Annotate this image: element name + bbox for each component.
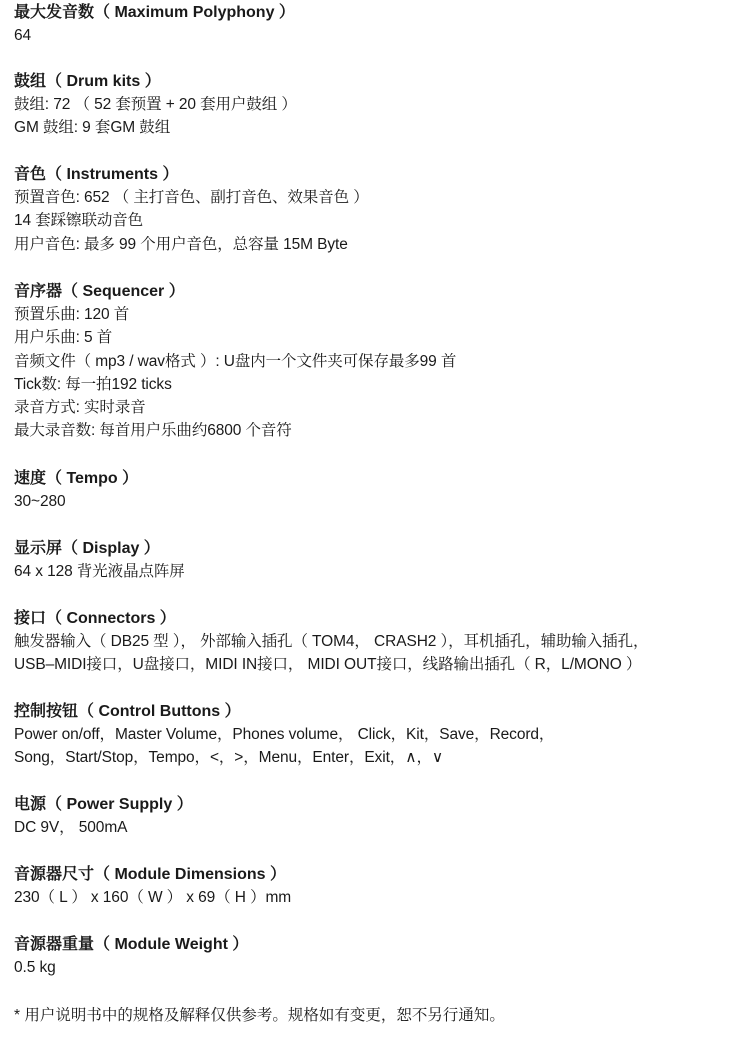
- section-title: 音序器（ Sequencer ）: [14, 283, 185, 300]
- disclaimer-footnote: * 用户说明书中的规格及解释仅供参考。规格如有变更，恕不另行通知。: [14, 1007, 505, 1024]
- section-title: 显示屏（ Display ）: [14, 540, 160, 557]
- section-title: 音源器重量（ Module Weight ）: [14, 936, 249, 953]
- spec-section-drum-kits: [14, 70, 746, 140]
- spec-line: 用户音色: 最多 99 个用户音色，总容量 15M Byte: [14, 235, 348, 253]
- spec-section-max-polyphony: [14, 1, 746, 47]
- spec-line: Tick数: 每一拍192 ticks: [14, 375, 172, 393]
- section-title: 音色（ Instruments ）: [14, 166, 179, 183]
- spec-line: 预置乐曲: 120 首: [14, 306, 130, 323]
- spec-line: 14 套踩镲联动音色: [14, 212, 144, 230]
- spec-line: 最大录音数: 每首用户乐曲约6800 个音符: [14, 422, 292, 440]
- spec-line: 预置音色: 652 （ 主打音色、副打音色、效果音色 ）: [14, 189, 369, 206]
- section-title: 控制按钮（ Control Buttons ）: [14, 703, 241, 720]
- section-title: 电源（ Power Supply ）: [14, 796, 193, 813]
- section-title: 最大发音数（ Maximum Polyphony ）: [14, 4, 295, 21]
- spec-line: DC 9V， 500mA: [14, 819, 128, 836]
- section-title: 音源器尺寸（ Module Dimensions ）: [14, 866, 287, 883]
- spec-line: 用户乐曲: 5 首: [14, 329, 113, 347]
- spec-line: 30~280: [14, 493, 66, 510]
- spec-line: 64: [14, 27, 32, 44]
- spec-line: 64 x 128 背光液晶点阵屏: [14, 563, 185, 580]
- spec-line: USB–MIDI接口，U盘接口，MIDI IN接口， MIDI OUT接口，线路输出插孔（ R，L/MONO ）: [14, 656, 642, 674]
- section-title: 速度（ Tempo ）: [14, 470, 139, 487]
- spec-section-display: [14, 537, 746, 583]
- spec-section-power-supply: [14, 793, 746, 839]
- spec-line: 触发器输入（ DB25 型 ）， 外部输入插孔（ TOM4， CRASH2 ），耳机插孔，辅助输入插孔，: [14, 633, 649, 650]
- spec-line: Power on/off，Master Volume，Phones volume， Click，Kit，Save，Record，: [14, 726, 555, 743]
- spec-section-module-weight: [14, 933, 746, 979]
- spec-line: Song，Start/Stop，Tempo，<，>，Menu，Enter，Exit，∧，∨: [14, 749, 444, 767]
- spec-line: 230（ L ） x 160（ W ） x 69（ H ）mm: [14, 889, 292, 906]
- section-title: 接口（ Connectors ）: [14, 610, 176, 627]
- section-title: 鼓组（ Drum kits ）: [14, 73, 161, 90]
- spec-line: 0.5 kg: [14, 959, 56, 976]
- spec-section-tempo: [14, 467, 746, 513]
- spec-line: 录音方式: 实时录音: [14, 399, 146, 417]
- spec-line: GM 鼓组: 9 套GM 鼓组: [14, 119, 171, 137]
- spec-section-connectors: [14, 607, 746, 677]
- spec-section-instruments: [14, 163, 746, 256]
- spec-line: 音频文件（ mp3 / wav格式 ）: U盘内一个文件夹可保存最多99 首: [14, 352, 457, 370]
- spec-section-control-buttons: [14, 700, 746, 770]
- spec-section-sequencer: [14, 280, 746, 443]
- spec-line: 鼓组: 72 （ 52 套预置 + 20 套用户鼓组 ）: [14, 96, 297, 113]
- spec-section-module-dimensions: [14, 863, 746, 909]
